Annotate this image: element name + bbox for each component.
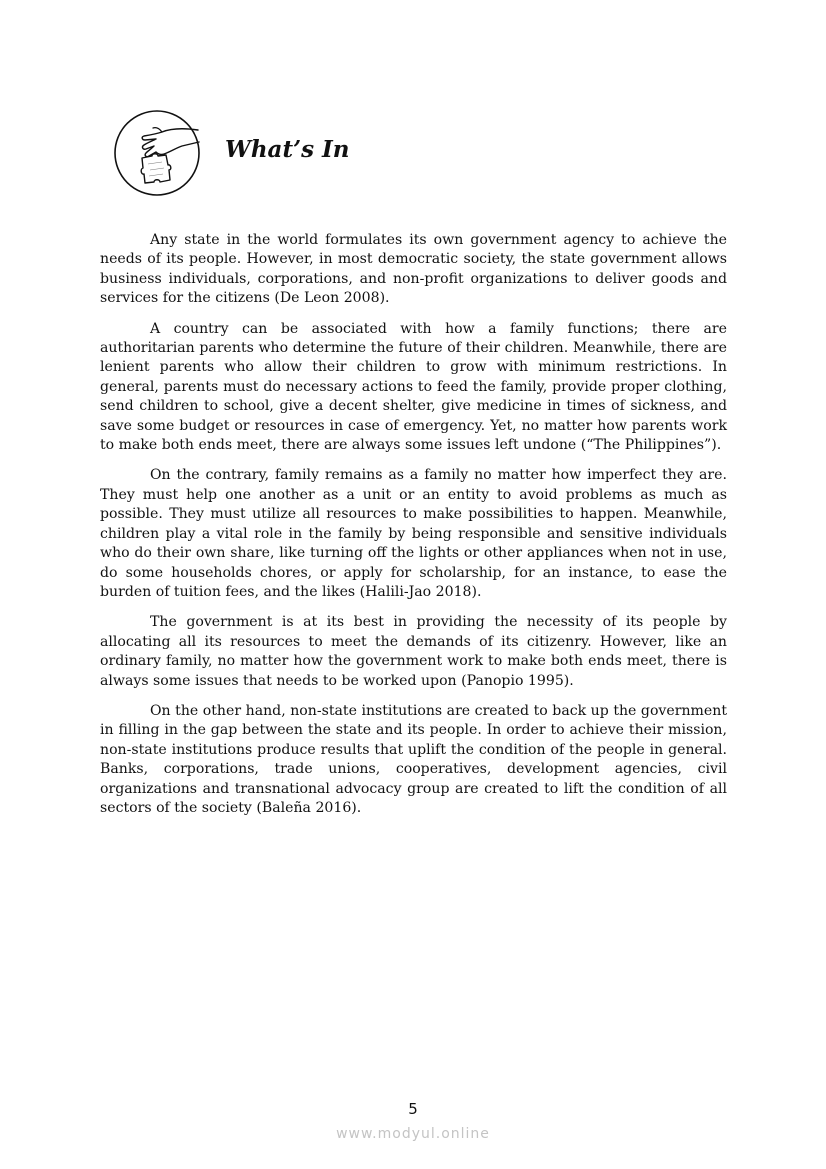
paragraph: A country can be associated with how a family functions; there are authoritarian parents who determine the future of their children. Meanwhile, there are lenient parents who allow their children to grow with minimum restrictions. In general, parents must do necessary actions to feed the family, provide proper clothing, send children to school, give a decent shelter, give medicine in times of sickness, and save some budget or resources in case of emergency. Yet, no matter how parents work to make both ends meet, there are always some issues left undone (“The Philippines”). <box>100 320 727 454</box>
paragraph: On the contrary, family remains as a family no matter how imperfect they are. They must help one another as a unit or an entity to avoid problems as much as possible. They must utilize all resources to make possibilities to happen. Meanwhile, children play a vital role in the family by being responsible and sensitive individuals who do their own share, like turning off the lights or other appliances when not in use, do some households chores, or apply for scholarship, for an instance, to ease the burden of tuition fees, and the likes (Halili-Jao 2018). <box>100 467 727 600</box>
body-text <box>100 231 727 829</box>
hand-puzzle-piece-icon <box>112 108 202 198</box>
watermark: www.modyul.online <box>336 1126 490 1142</box>
paragraph: Any state in the world formulates its own government agency to achieve the needs of its people. However, in most democratic society, the state government allows business individuals, corporations, and non-profit organizations to deliver goods and services for the citizens (De Leon 2008). <box>100 232 727 307</box>
section-title: What’s In <box>225 136 350 163</box>
paragraph: On the other hand, non-state institutions are created to back up the government in filling in the gap between the state and its people. In order to achieve their mission, non-state institutions produce results that uplift the condition of the people in general. Banks, corporations, trade unions, cooperatives, development agencies, civil organizations and transnational advocacy group are created to lift the condition of all sectors of the society (Baleña 2016). <box>100 702 727 816</box>
paragraph: The government is at its best in providing the necessity of its people by allocating all its resources to meet the demands of its citizenry. However, like an ordinary family, no matter how the government work to make both ends meet, there is always some issues that needs to be worked upon (Panopio 1995). <box>100 614 727 689</box>
page-number: 5 <box>408 1100 418 1118</box>
